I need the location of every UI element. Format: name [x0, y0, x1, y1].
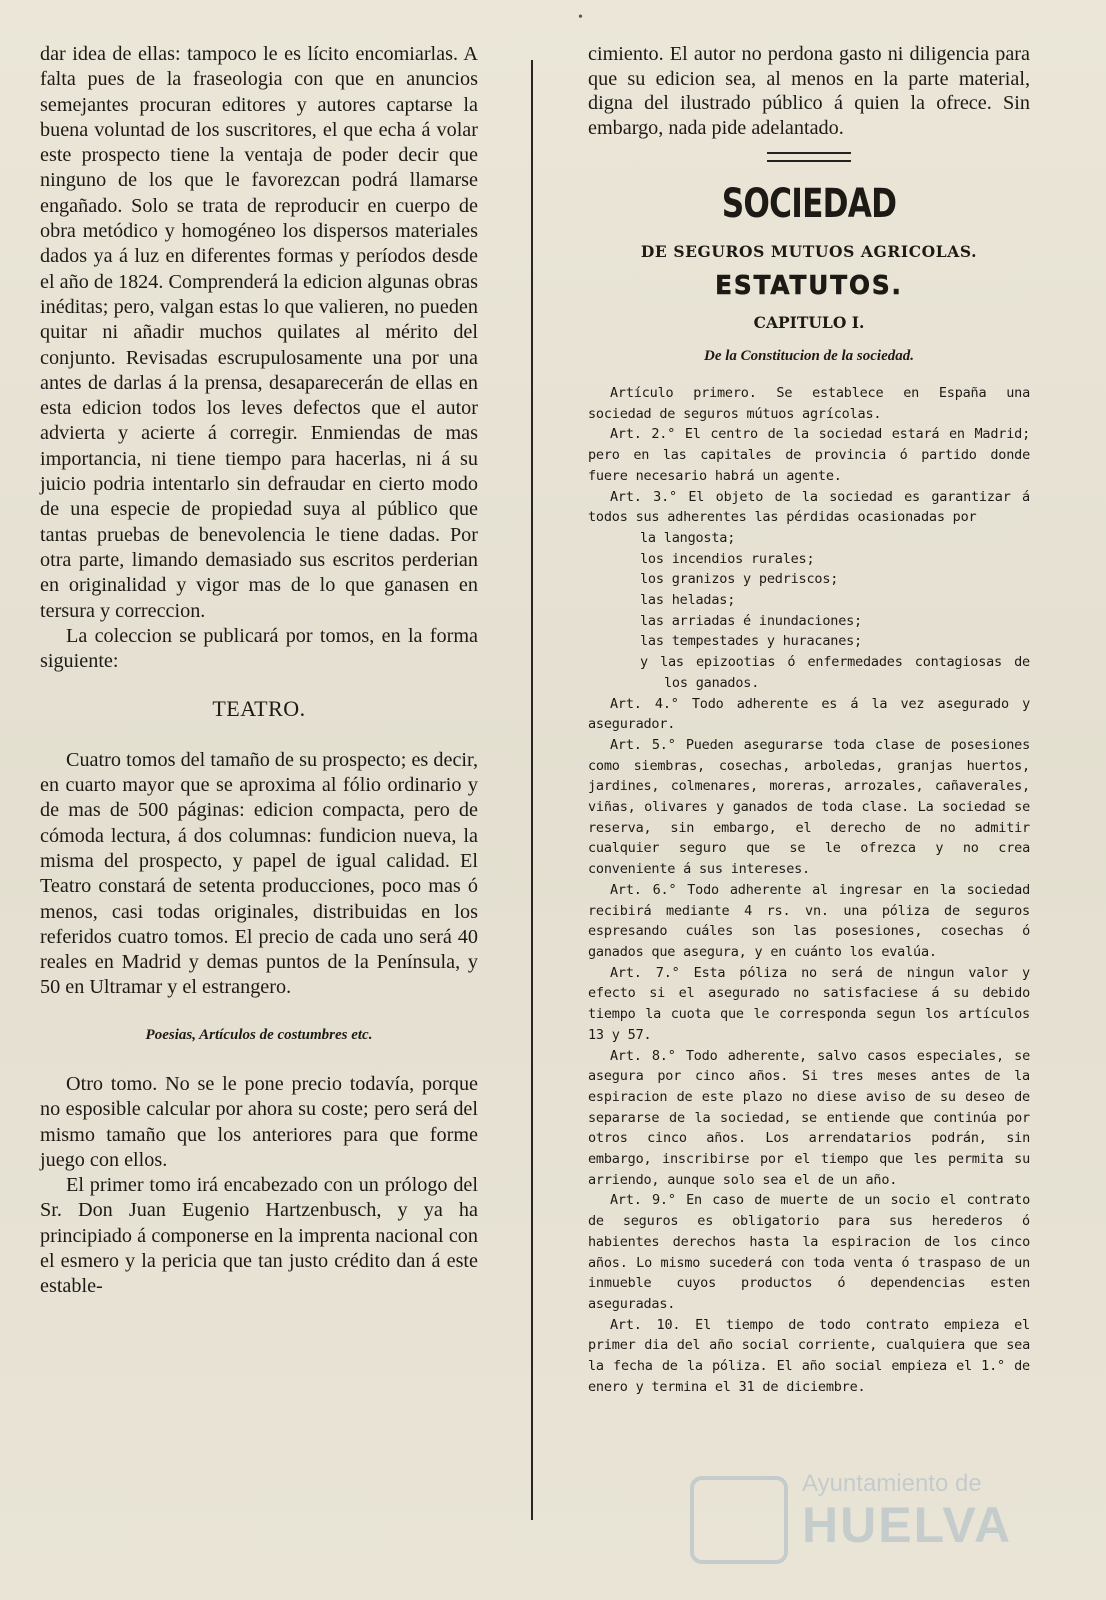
paragraph-coleccion: La coleccion se publicará por tomos, en la forma siguiente:: [40, 624, 478, 673]
page-mark: •: [578, 10, 583, 25]
estatutos-heading: ESTATUTOS.: [715, 271, 903, 301]
article-6: Art. 6.° Todo adherente al ingresar en la sociedad recibirá mediante 4 rs. vn. una póliza de seguros espresando cuáles son las posesiones, cosechas ó ganados que asegura, y en cuánto los evalúa.: [588, 881, 1030, 960]
paragraph-teatro: Cuatro tomos del tamaño de su prospecto; es decir, en cuarto mayor que se aproxima al fólio ordinario y de mas de 500 páginas: edicion compacta, pero de cómoda lectura, á dos columnas: fundicion nueva, la misma del prospecto, y papel de igual calidad. El Teatro constará de setenta producciones, poco mas ó menos, casi todas originales, distribuidas en los referidos cuatro tomos. El precio de cada uno será 40 reales en Madrid y demas puntos de la Península, y 50 en Ultramar y el estrangero.: [40, 748, 478, 999]
article-9: Art. 9.° En caso de muerte de un socio el contrato de seguros es obligatorio para sus herederos ó habientes derechos hasta la espiracion de los cinco años. Lo mismo sucederá con toda venta ó traspaso de un inmueble cuyos productos ó dependencias esten aseguradas.: [588, 1192, 1030, 1312]
paragraph-continuation: cimiento. El autor no perdona gasto ni diligencia para que su edicion sea, al menos en la parte material, digna del ilustrado público á quien la ofrece. Sin embargo, nada pide adelantado.: [588, 43, 1030, 139]
article-7: Art. 7.° Esta póliza no será de ningun valor y efecto si el asegurado no satisfaciese á su debido tiempo la cuota que le corresponda segun los artículos 13 y 57.: [588, 964, 1030, 1043]
paragraph-otro-tomo: Otro tomo. No se le pone precio todavía, porque no esposible calcular por ahora su coste; pero será del mismo tamaño que los anteriores para que forme juego con ellos.: [40, 1072, 478, 1171]
chapter-heading: CAPITULO I.: [753, 313, 865, 332]
list-item: las tempestades y huracanes;: [640, 633, 862, 650]
list-item: la langosta;: [640, 529, 736, 546]
list-item: los granizos y pedriscos;: [640, 571, 839, 588]
list-item: las arriadas é inundaciones;: [640, 612, 862, 629]
watermark-line2: HUELVA: [802, 1497, 1013, 1553]
article-subtitle: DE SEGUROS MUTUOS AGRICOLAS.: [640, 242, 978, 261]
article-4: Art. 4.° Todo adherente es á la vez asegurado y asegurador.: [588, 695, 1030, 733]
article-5: Art. 5.° Pueden asegurarse toda clase de posesiones como siembras, cosechas, arboledas, granjas huertos, jardines, colmenares, moreras, arrozales, cañaverales, viñas, olivares y ganados de toda clase. La sociedad se reserva, sin embargo, el derecho de no admitir cualquier seguro que se le ofrezca y no crea conveniente á sus intereses.: [588, 736, 1030, 878]
article-3-list: [640, 528, 1030, 694]
paragraph-prospecto: dar idea de ellas: tampoco le es lícito encomiarlas. A falta pues de la fraseologia con que en anuncios semejantes procuran editores y autores captarse la buena voluntad de los suscritores, el que echa á volar este prospecto tiene la ventaja de poder decir que ninguno de los que le favorezcan podrá llamarse engañado. Solo se trata de reproducir en cuerpo de obra metódico y homogéneo los dispersos materiales dados ya á luz en diferentes formas y períodos desde el año de 1824. Comprenderá la edicion algunas obras inéditas; pero, valgan estas lo que valieren, no pueden quitar ni añadir muchos quilates al mérito del conjunto. Revisadas escrupulosamente una por una antes de darlas á la prensa, desaparecerán de ellas en esta edicion todos los leves defectos que el autor advierta y acierte á corregir. Enmiendas de mas importancia, ni tiene tiempo para hacerlas, ni á su juicio podria intentarlo sin defraudar en cierto modo de una especie de propiedad suya al público que tantas pruebas de benevolencia le tiene dadas. Por otra parte, limando demasiado sus escritos perderian en originalidad y vigor mas de lo que ganasen en tersura y correccion.: [40, 43, 478, 622]
double-rule-divider: [767, 152, 851, 162]
article-8: Art. 8.° Todo adherente, salvo casos especiales, se asegura por cinco años. Si tres meses antes de la espiracion de este plazo no diese aviso de su deseo de separarse de la sociedad, se entiende que continúa por otros cinco años. Los arrendatarios podrán, sin embargo, inscribirse por el tiempo que les permita su arriendo, aunque solo sea el de un año.: [588, 1047, 1030, 1188]
list-item: las heladas;: [640, 592, 736, 609]
article-title: SOCIEDAD: [721, 181, 897, 227]
right-column: [588, 42, 1030, 1397]
article-3: Art. 3.° El objeto de la sociedad es garantizar á todos sus adherentes las pérdidas ocasionadas por: [588, 488, 1030, 526]
column-divider: [531, 60, 533, 1520]
city-seal-icon: [690, 1476, 788, 1564]
article-10: Art. 10. El tiempo de todo contrato empieza el primer dia del año social corriente, cualquiera que sea la fecha de la póliza. El año social empieza el 1.° de enero y termina el 31 de diciembre.: [588, 1316, 1030, 1395]
paragraph-primer-tomo: El primer tomo irá encabezado con un prólogo del Sr. Don Juan Eugenio Hartzenbusch, y ya ha principiado á componerse en la imprenta nacional con el esmero y la pericia que tan justo crédito dan á este estable-: [40, 1174, 478, 1298]
article-1: Artículo primero. Se establece en España una sociedad de seguros mútuos agrícolas.: [588, 385, 1030, 422]
chapter-subheading: De la Constitucion de la sociedad.: [704, 348, 914, 364]
article-2: Art. 2.° El centro de la sociedad estará en Madrid; pero en las capitales de provincia ó partido donde fuere necesario habrá un agente.: [588, 426, 1030, 484]
section-heading-teatro: TEATRO.: [212, 696, 306, 722]
statutes-articles: [588, 383, 1030, 1397]
watermark: [690, 1470, 1020, 1560]
list-item: y las epizootias ó enfermedades contagiosas de los ganados.: [640, 654, 1030, 691]
left-column: [40, 42, 478, 1300]
list-item: los incendios rurales;: [640, 550, 815, 567]
watermark-line1: Ayuntamiento de: [802, 1470, 982, 1497]
section-heading-poesias: Poesias, Artículos de costumbres etc.: [145, 1026, 373, 1043]
